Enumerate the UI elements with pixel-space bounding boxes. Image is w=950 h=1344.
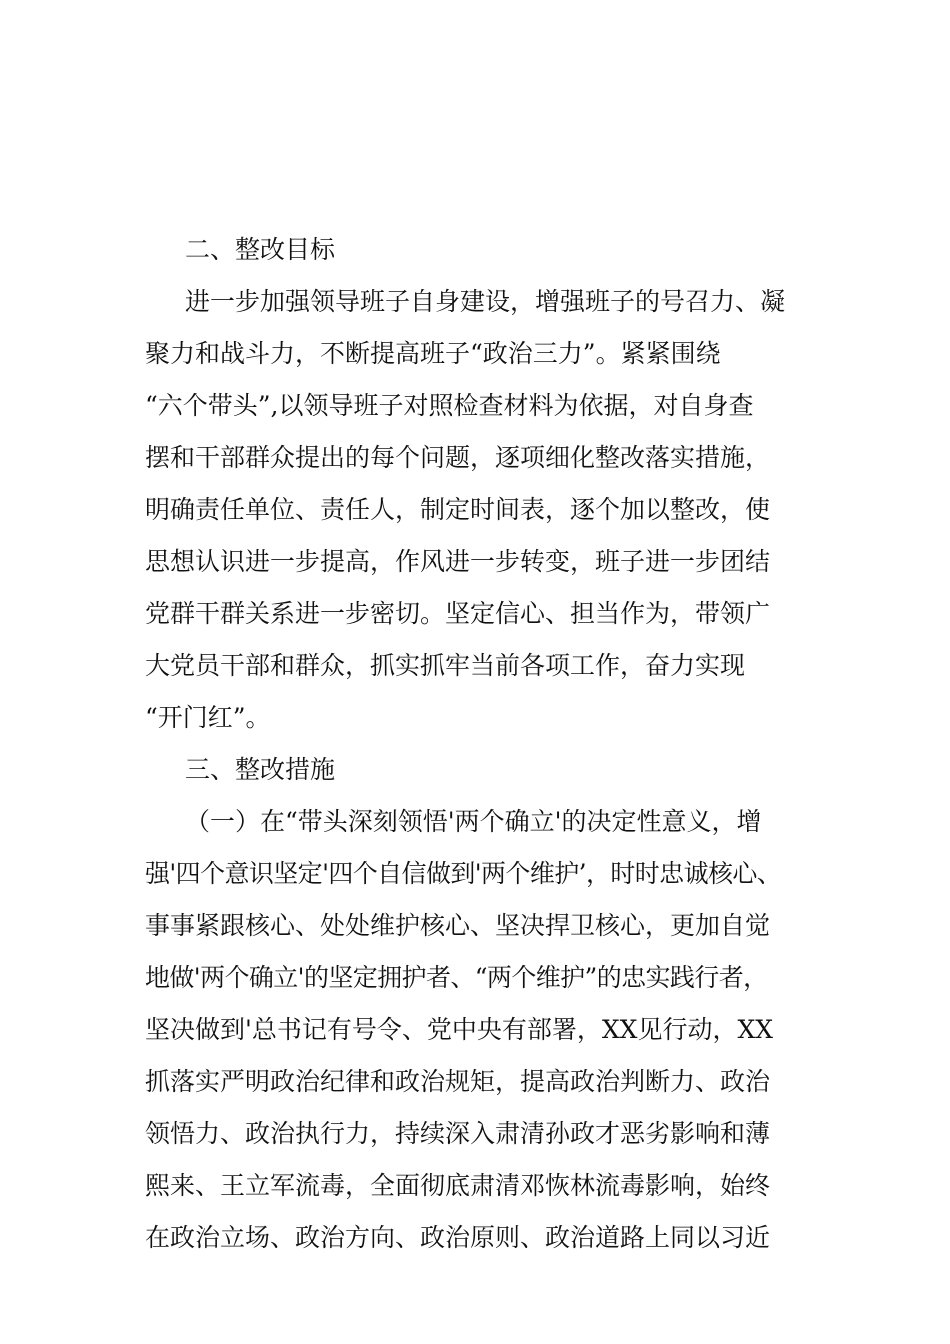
paragraph-line: 事事紧跟核心、处处维护核心、坚决捍卫核心，更加自觉 (145, 911, 771, 940)
paragraph-line: “开门红”。 (145, 703, 271, 732)
paragraph-line: 强'四个意识坚定'四个自信做到'两个维护’，时时忠诚核心、 (145, 859, 782, 888)
section-heading-rectification-goals: 二、整改目标 (185, 235, 336, 264)
paragraph-line: “六个带头”,以领导班子对照检查材料为依据，对自身查 (145, 391, 754, 420)
paragraph-line: 摆和干部群众提出的每个问题，逐项细化整改落实措施， (145, 443, 771, 472)
section-heading-rectification-measures: 三、整改措施 (185, 755, 336, 784)
paragraph-line: 坚决做到'总书记有号令、党中央有部署，XX见行动，XX (145, 1015, 774, 1044)
paragraph-line: 在政治立场、政治方向、政治原则、政治道路上同以习近 (145, 1223, 771, 1252)
paragraph-line: 党群干群关系进一步密切。坚定信心、担当作为，带领广 (145, 599, 771, 628)
paragraph-line: 熙来、王立军流毒，全面彻底肃清邓恢林流毒影响，始终 (145, 1171, 771, 1200)
paragraph-line: 抓落实严明政治纪律和政治规矩，提高政治判断力、政治 (145, 1067, 771, 1096)
paragraph-line: 大党员干部和群众，抓实抓牢当前各项工作，奋力实现 (145, 651, 746, 680)
paragraph-line: （一）在“带头深刻领悟'两个确立'的决定性意义，增 (185, 807, 762, 836)
paragraph-line: 明确责任单位、责任人，制定时间表，逐个加以整改，使 (145, 495, 771, 524)
paragraph-line: 领悟力、政治执行力，持续深入肃清孙政才恶劣影响和薄 (145, 1119, 771, 1148)
paragraph-line: 聚力和战斗力，不断提高班子“政治三力”。紧紧围绕 (145, 339, 721, 368)
paragraph-line: 进一步加强领导班子自身建设，增强班子的号召力、凝 (185, 287, 786, 316)
paragraph-line: 地做'两个确立'的坚定拥护者、“两个维护”的忠实践行者， (145, 963, 768, 992)
paragraph-line: 思想认识进一步提高，作风进一步转变，班子进一步团结 (145, 547, 771, 576)
